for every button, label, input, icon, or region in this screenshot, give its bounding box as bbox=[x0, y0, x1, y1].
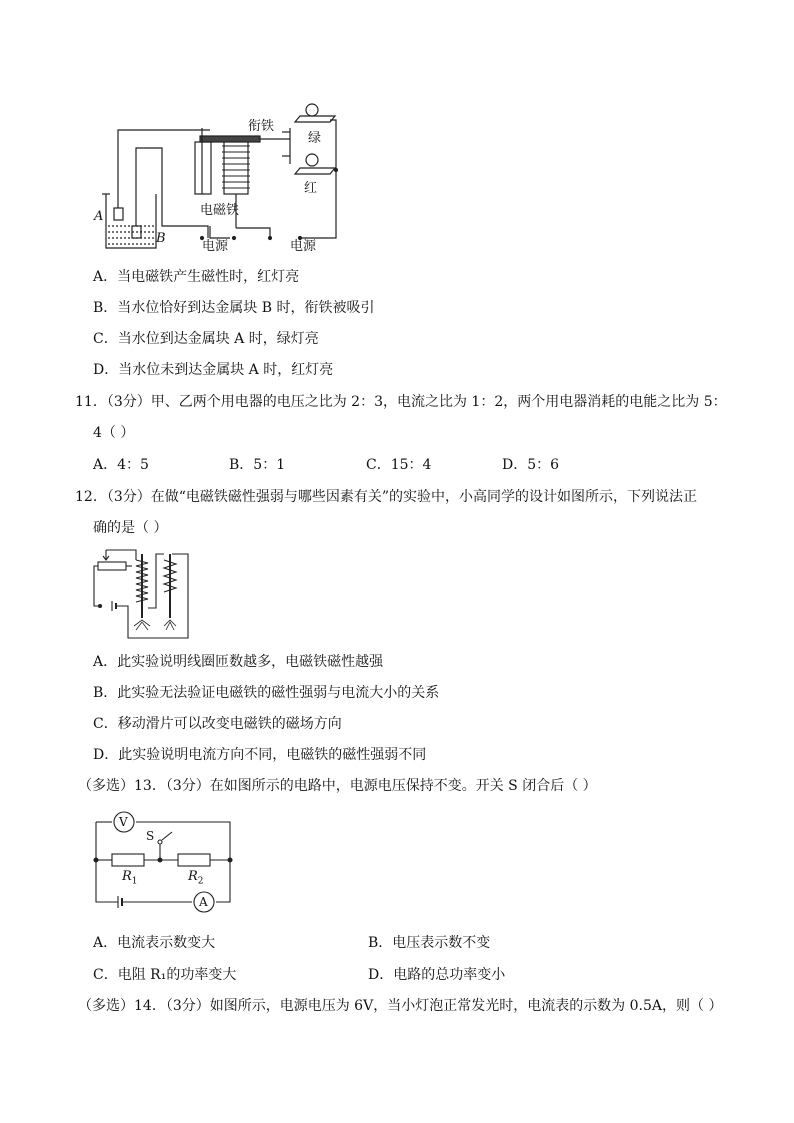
q11-stem-line2: 4（ ） bbox=[93, 425, 135, 441]
label-block-b: B bbox=[156, 231, 166, 246]
q12-stem-line2: 确的是（ ） bbox=[93, 520, 168, 536]
q11-option-d: D．5：6 bbox=[502, 457, 560, 473]
q11-stem-line1: 11．（3分）甲、乙两个用电器的电压之比为 2：3，电流之比为 1：2，两个用电器消耗的电能之比为 5： bbox=[75, 394, 727, 410]
switch-label: S bbox=[146, 829, 155, 843]
q13-option-b: B．电压表示数不变 bbox=[368, 935, 491, 951]
q11-option-c: C．15：4 bbox=[366, 457, 432, 473]
label-red-lamp: 红 bbox=[304, 181, 318, 196]
q14-stem: （多选）14．（3分）如图所示，电源电压为 6V，当小灯泡正常发光时，电流表的示数为 0.5A，则（ ） bbox=[78, 998, 723, 1014]
q12-option-b: B．此实验无法验证电磁铁的磁性强弱与电流大小的关系 bbox=[93, 685, 440, 701]
label-power-right: 电源 bbox=[290, 239, 317, 254]
resistor-r1-label: $R_1$ bbox=[122, 869, 138, 887]
q13-option-a: A．电流表示数变大 bbox=[93, 935, 216, 951]
q12-option-d: D．此实验说明电流方向不同，电磁铁的磁性强弱不同 bbox=[93, 747, 427, 763]
q13-option-c: C．电阻 R₁的功率变大 bbox=[93, 967, 237, 983]
q13-option-d: D．电路的总功率变小 bbox=[368, 967, 506, 983]
q12-stem-line1: 12．（3分）在做“电磁铁磁性强弱与哪些因素有关”的实验中，小高同学的设计如图所示，下列说法正 bbox=[75, 489, 698, 505]
q12-option-a: A．此实验说明线圈匝数越多，电磁铁磁性越强 bbox=[93, 654, 384, 670]
q10-option-b: B．当水位恰好到达金属块 B 时，衔铁被吸引 bbox=[93, 300, 375, 316]
figure-water-level-alarm bbox=[90, 98, 350, 258]
q13-stem: （多选）13．（3分）在如图所示的电路中，电源电压保持不变。开关 S 闭合后（ ） bbox=[78, 778, 597, 794]
q10-option-a: A．当电磁铁产生磁性时，红灯亮 bbox=[93, 269, 300, 285]
label-green-lamp: 绿 bbox=[308, 131, 322, 146]
label-power-left: 电源 bbox=[202, 239, 229, 254]
label-electromagnet: 电磁铁 bbox=[200, 203, 240, 218]
q10-option-c: C．当水位到达金属块 A 时，绿灯亮 bbox=[93, 331, 319, 347]
q11-option-a: A．4：5 bbox=[93, 457, 149, 473]
q10-option-d: D．当水位未到达金属块 A 时，红灯亮 bbox=[93, 362, 334, 378]
q12-option-c: C．移动滑片可以改变电磁铁的磁场方向 bbox=[93, 716, 342, 732]
figure-electromagnet-experiment bbox=[92, 546, 192, 642]
figure-q13-circuit bbox=[92, 810, 242, 916]
label-block-a: A bbox=[94, 209, 104, 224]
label-armature: 衔铁 bbox=[248, 119, 275, 134]
resistor-r2-label: $R_2$ bbox=[188, 869, 204, 887]
ammeter-label: A bbox=[199, 895, 208, 909]
q11-option-b: B．5：1 bbox=[229, 457, 286, 473]
voltmeter-label: V bbox=[119, 815, 128, 829]
